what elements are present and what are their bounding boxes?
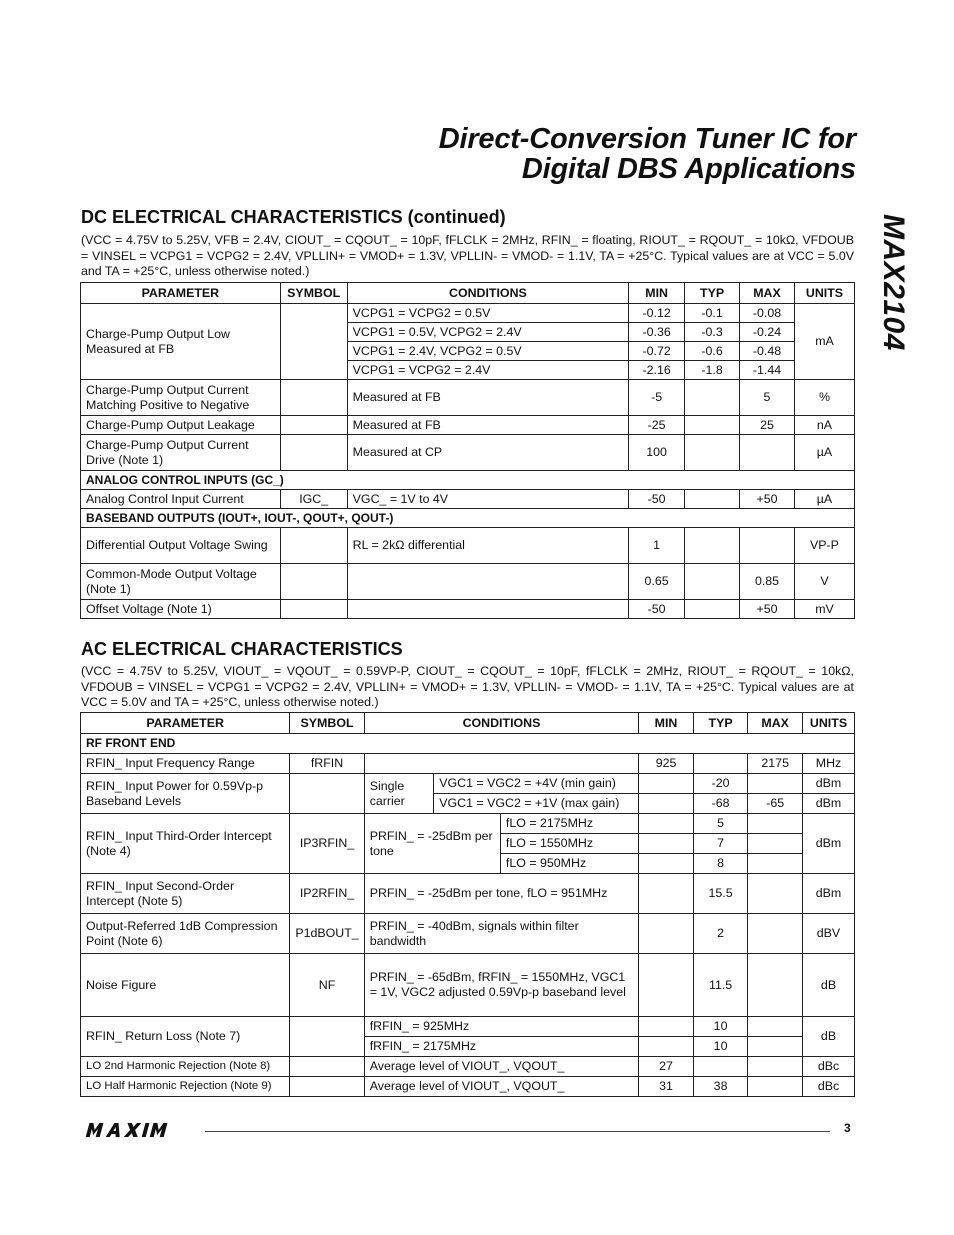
conditions-cell [364, 754, 639, 774]
maxim-logo [84, 1121, 192, 1144]
param-cell: RFIN_ Return Loss (Note 7) [81, 1017, 290, 1057]
conditions-cell: fLO = 1550MHz [500, 834, 638, 854]
min-cell [639, 874, 694, 914]
symbol-cell [290, 1077, 364, 1097]
table-row [81, 1057, 855, 1077]
units-cell: % [794, 380, 854, 416]
header-units: UNITS [803, 713, 855, 734]
min-cell [639, 814, 694, 834]
header-parameter: PARAMETER [81, 713, 290, 734]
table-row [81, 1017, 855, 1037]
param-cell: Charge-Pump Output Current Matching Positive to Negative [81, 380, 281, 416]
symbol-cell [280, 304, 347, 380]
max-cell [748, 1017, 803, 1037]
param-cell: RFIN_ Input Second-Order Intercept (Note 5) [81, 874, 290, 914]
conditions-cell: fLO = 950MHz [500, 854, 638, 874]
header-conditions: CONDITIONS [347, 283, 628, 304]
param-cell: RFIN_ Input Frequency Range [81, 754, 290, 774]
symbol-cell [280, 435, 347, 471]
table-section-row [81, 471, 855, 490]
units-cell: dBm [803, 774, 855, 794]
max-cell [748, 774, 803, 794]
max-cell: -65 [748, 794, 803, 814]
ac-characteristics-table [80, 712, 855, 1097]
units-cell: dBc [803, 1057, 855, 1077]
table-row [81, 435, 855, 471]
max-cell: -0.08 [740, 304, 795, 323]
table-row [81, 754, 855, 774]
typ-cell: 11.5 [693, 954, 748, 1017]
typ-cell: 5 [693, 814, 748, 834]
min-cell [639, 954, 694, 1017]
param-cell: Noise Figure [81, 954, 290, 1017]
table-row [81, 564, 855, 600]
conditions-cell: fRFIN_ = 925MHz [364, 1017, 639, 1037]
typ-cell: -68 [693, 794, 748, 814]
header-min: MIN [629, 283, 685, 304]
max-cell: +50 [740, 490, 795, 509]
max-cell [748, 1077, 803, 1097]
max-cell [748, 954, 803, 1017]
units-cell: dB [803, 1017, 855, 1057]
typ-cell: 2 [693, 914, 748, 954]
conditions-cell: VGC1 = VGC2 = +1V (max gain) [434, 794, 639, 814]
min-cell: 1 [629, 528, 685, 564]
header-symbol: SYMBOL [290, 713, 364, 734]
max-cell [748, 914, 803, 954]
min-cell: -0.36 [629, 323, 685, 342]
dc-section-title: DC ELECTRICAL CHARACTERISTICS (continued) [81, 207, 506, 227]
conditions-cell: PRFIN_ = -65dBm, fRFIN_ = 1550MHz, VGC1 = 1V, VGC2 adjusted 0.59Vp-p baseband level [364, 954, 639, 1017]
symbol-cell [280, 528, 347, 564]
typ-cell [693, 1057, 748, 1077]
max-cell: 5 [740, 380, 795, 416]
param-cell: Differential Output Voltage Swing [81, 528, 281, 564]
max-cell [740, 435, 795, 471]
title-line-2: Digital DBS Applications [521, 153, 856, 185]
units-cell: dBc [803, 1077, 855, 1097]
symbol-cell [290, 774, 364, 814]
max-cell [748, 1037, 803, 1057]
min-cell: -50 [629, 600, 685, 619]
typ-cell: 15.5 [693, 874, 748, 914]
max-cell [748, 834, 803, 854]
table-header-row [81, 713, 855, 734]
typ-cell: 10 [693, 1017, 748, 1037]
typ-cell: 38 [693, 1077, 748, 1097]
header-max: MAX [740, 283, 795, 304]
units-cell: V [794, 564, 854, 600]
max-cell [748, 854, 803, 874]
max-cell [740, 528, 795, 564]
symbol-cell: IGC_ [280, 490, 347, 509]
units-cell: VP-P [794, 528, 854, 564]
ac-test-conditions: (VCC = 4.75V to 5.25V, VIOUT_ = VQOUT_ = 0.59VP-P, CIOUT_ = CQOUT_ = 10pF, fFLCLK = 2MHz, RIOUT_ = RQOUT_ = 10kΩ, VFDOUB = VINSEL = VCPG1 = VCPG2 = 2.4V, VPLLIN+ = VMOD+ = 1.3V, VPLLIN- = VMOD- = 1.1V, TA = +25°C. Typical values are at VCC = 5.0V and TA = +25°C, unless otherwise noted.) [81, 664, 854, 709]
conditions-cell: VCPG1 = 0.5V, VCPG2 = 2.4V [347, 323, 628, 342]
max-cell: 2175 [748, 754, 803, 774]
typ-cell [685, 600, 740, 619]
param-cell: Charge-Pump Output Leakage [81, 416, 281, 435]
part-number-side-label: MAX2104 [877, 214, 910, 351]
table-row [81, 954, 855, 1017]
param-cell: Common-Mode Output Voltage (Note 1) [81, 564, 281, 600]
param-cell: Charge-Pump Output Current Drive (Note 1) [81, 435, 281, 471]
table-row [81, 600, 855, 619]
units-cell: mV [794, 600, 854, 619]
param-cell: LO Half Harmonic Rejection (Note 9) [81, 1077, 290, 1097]
typ-cell [685, 416, 740, 435]
condition-group-cell: PRFIN_ = -25dBm per tone [364, 814, 500, 874]
table-row [81, 774, 855, 794]
param-cell: Offset Voltage (Note 1) [81, 600, 281, 619]
typ-cell [685, 490, 740, 509]
maxim-logo-graphic [84, 1121, 192, 1139]
symbol-cell: NF [290, 954, 364, 1017]
conditions-cell: VCPG1 = VCPG2 = 2.4V [347, 361, 628, 380]
conditions-cell [347, 600, 628, 619]
units-cell: MHz [803, 754, 855, 774]
max-cell: -0.48 [740, 342, 795, 361]
units-cell: dB [803, 954, 855, 1017]
typ-cell: -1.8 [685, 361, 740, 380]
header-max: MAX [748, 713, 803, 734]
conditions-cell: PRFIN_ = -25dBm per tone, fLO = 951MHz [364, 874, 639, 914]
conditions-cell: VCPG1 = VCPG2 = 0.5V [347, 304, 628, 323]
min-cell: -0.12 [629, 304, 685, 323]
typ-cell: -0.6 [685, 342, 740, 361]
max-cell [748, 874, 803, 914]
min-cell: 0.65 [629, 564, 685, 600]
table-row [81, 914, 855, 954]
table-section-row [81, 509, 855, 528]
typ-cell [685, 435, 740, 471]
symbol-cell: IP2RFIN_ [290, 874, 364, 914]
header-typ: TYP [693, 713, 748, 734]
table-row [81, 304, 855, 323]
section-heading: BASEBAND OUTPUTS (IOUT+, IOUT-, QOUT+, QOUT-) [81, 509, 855, 528]
units-cell: nA [794, 416, 854, 435]
symbol-cell [280, 380, 347, 416]
typ-cell [685, 528, 740, 564]
param-cell: RFIN_ Input Third-Order Intercept (Note 4) [81, 814, 290, 874]
conditions-cell: VGC1 = VGC2 = +4V (min gain) [434, 774, 639, 794]
typ-cell [693, 754, 748, 774]
max-cell: 25 [740, 416, 795, 435]
max-cell: -0.24 [740, 323, 795, 342]
table-row [81, 814, 855, 834]
symbol-cell [290, 1017, 364, 1057]
document-title [439, 124, 856, 184]
min-cell: 100 [629, 435, 685, 471]
param-cell: Output-Referred 1dB Compression Point (Note 6) [81, 914, 290, 954]
conditions-cell: Average level of VIOUT_, VQOUT_ [364, 1077, 639, 1097]
param-cell: LO 2nd Harmonic Rejection (Note 8) [81, 1057, 290, 1077]
header-symbol: SYMBOL [280, 283, 347, 304]
min-cell: -50 [629, 490, 685, 509]
header-parameter: PARAMETER [81, 283, 281, 304]
typ-cell [685, 564, 740, 600]
typ-cell: -0.3 [685, 323, 740, 342]
symbol-cell [290, 1057, 364, 1077]
param-cell: Analog Control Input Current [81, 490, 281, 509]
conditions-cell: Measured at FB [347, 380, 628, 416]
conditions-cell: Measured at CP [347, 435, 628, 471]
max-cell: 0.85 [740, 564, 795, 600]
min-cell: -25 [629, 416, 685, 435]
symbol-cell [280, 600, 347, 619]
section-heading: RF FRONT END [81, 734, 855, 754]
min-cell: 31 [639, 1077, 694, 1097]
min-cell [639, 854, 694, 874]
min-cell: -0.72 [629, 342, 685, 361]
section-heading: ANALOG CONTROL INPUTS (GC_) [81, 471, 855, 490]
symbol-cell: fRFIN [290, 754, 364, 774]
typ-cell [685, 380, 740, 416]
header-units: UNITS [794, 283, 854, 304]
table-header-row [81, 283, 855, 304]
typ-cell: 10 [693, 1037, 748, 1057]
min-cell [639, 1017, 694, 1037]
dc-characteristics-table [80, 282, 855, 619]
units-cell: dBm [803, 874, 855, 914]
min-cell [639, 1037, 694, 1057]
conditions-cell: RL = 2kΩ differential [347, 528, 628, 564]
symbol-cell: IP3RFIN_ [290, 814, 364, 874]
title-line-1: Direct-Conversion Tuner IC for [438, 123, 856, 155]
conditions-cell: fRFIN_ = 2175MHz [364, 1037, 639, 1057]
min-cell [639, 774, 694, 794]
conditions-cell: fLO = 2175MHz [500, 814, 638, 834]
min-cell [639, 914, 694, 954]
typ-cell: 7 [693, 834, 748, 854]
footer-divider [205, 1131, 830, 1132]
conditions-cell: VCPG1 = 2.4V, VCPG2 = 0.5V [347, 342, 628, 361]
page-number: 3 [844, 1121, 851, 1135]
max-cell: -1.44 [740, 361, 795, 380]
param-cell: Charge-Pump Output Low Measured at FB [81, 304, 281, 380]
conditions-cell: PRFIN_ = -40dBm, signals within filter bandwidth [364, 914, 639, 954]
units-cell: µA [794, 435, 854, 471]
min-cell: -2.16 [629, 361, 685, 380]
min-cell [639, 794, 694, 814]
header-conditions: CONDITIONS [364, 713, 639, 734]
conditions-cell: Average level of VIOUT_, VQOUT_ [364, 1057, 639, 1077]
max-cell: +50 [740, 600, 795, 619]
symbol-cell [280, 564, 347, 600]
units-cell: dBm [803, 814, 855, 874]
table-row [81, 380, 855, 416]
param-cell: RFIN_ Input Power for 0.59Vp-p Baseband Levels [81, 774, 290, 814]
conditions-cell [347, 564, 628, 600]
max-cell [748, 814, 803, 834]
symbol-cell: P1dBOUT_ [290, 914, 364, 954]
min-cell [639, 834, 694, 854]
ac-section-title: AC ELECTRICAL CHARACTERISTICS [81, 639, 403, 659]
table-row [81, 1077, 855, 1097]
table-row [81, 528, 855, 564]
units-cell: dBV [803, 914, 855, 954]
header-typ: TYP [685, 283, 740, 304]
condition-group-cell: Single carrier [364, 774, 434, 814]
table-row [81, 874, 855, 914]
table-row [81, 416, 855, 435]
min-cell: -5 [629, 380, 685, 416]
typ-cell: -20 [693, 774, 748, 794]
header-min: MIN [639, 713, 694, 734]
units-cell: µA [794, 490, 854, 509]
typ-cell: -0.1 [685, 304, 740, 323]
units-cell: mA [794, 304, 854, 380]
max-cell [748, 1057, 803, 1077]
units-cell: dBm [803, 794, 855, 814]
dc-test-conditions: (VCC = 4.75V to 5.25V, VFB = 2.4V, CIOUT_ = CQOUT_ = 10pF, fFLCLK = 2MHz, RFIN_ = floating, RIOUT_ = RQOUT_ = 10kΩ, VFDOUB = VINSEL = VCPG1 = VCPG2 = 2.4V, VPLLIN+ = VMOD+ = 1.3V, VPLLIN- = VMOD- = 1.1V, TA = +25°C. Typical values are at VCC = 5.0V and TA = +25°C, unless otherwise noted.) [81, 233, 854, 278]
min-cell: 27 [639, 1057, 694, 1077]
typ-cell: 8 [693, 854, 748, 874]
symbol-cell [280, 416, 347, 435]
table-row [81, 490, 855, 509]
min-cell: 925 [639, 754, 694, 774]
table-section-row [81, 734, 855, 754]
conditions-cell: VGC_ = 1V to 4V [347, 490, 628, 509]
conditions-cell: Measured at FB [347, 416, 628, 435]
